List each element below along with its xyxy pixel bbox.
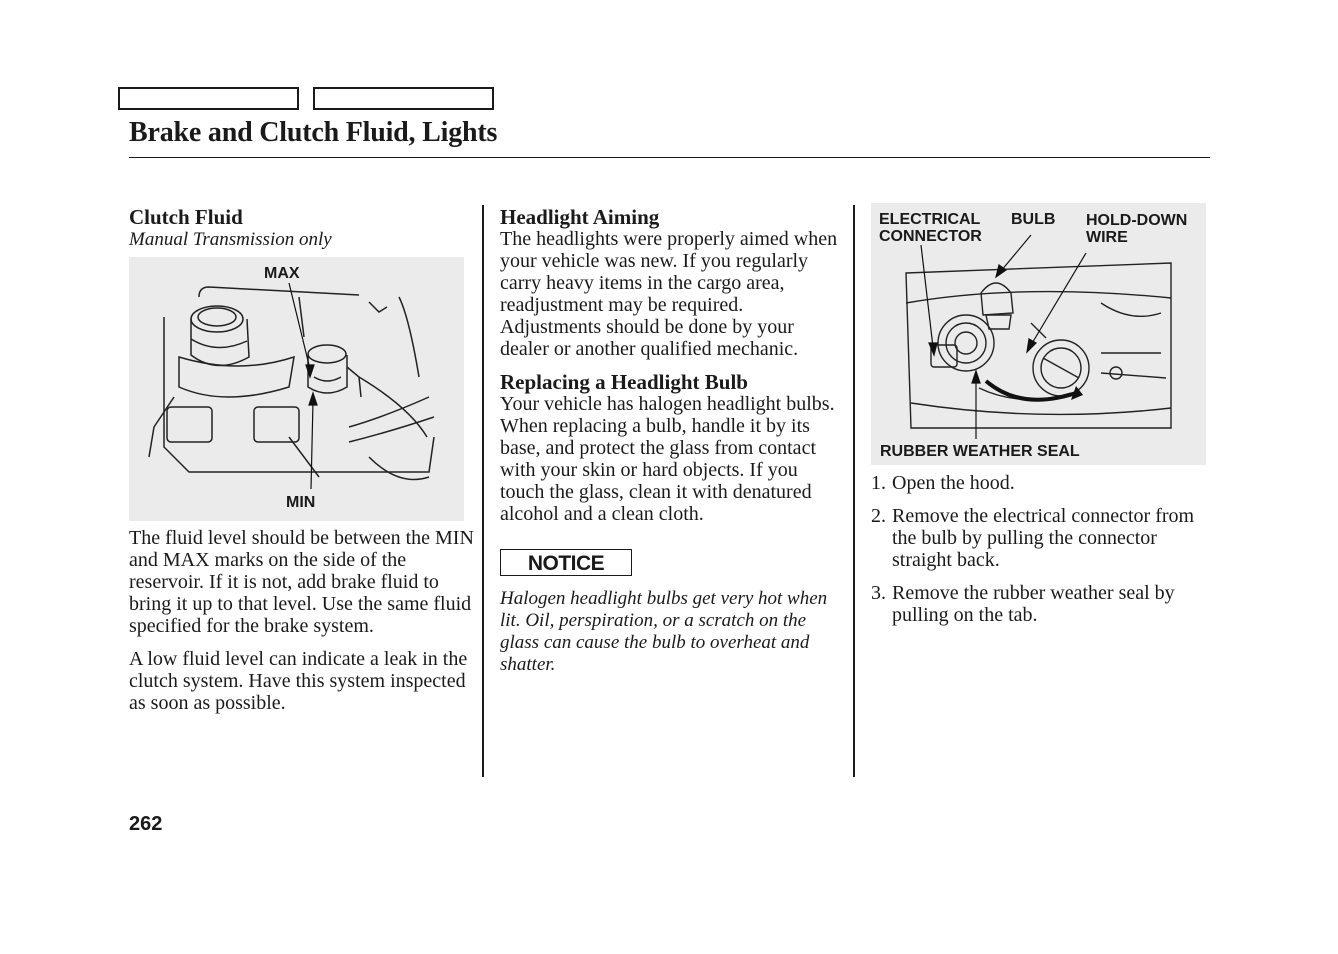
bulb-label: BULB [1011, 211, 1056, 228]
column-divider [853, 205, 855, 777]
clutch-fluid-paragraph-2: A low fluid level can indicate a leak in the clutch system. Have this system inspected as soon as possible. [129, 648, 468, 714]
hold-down-wire-label-line-1: HOLD-DOWN [1086, 212, 1188, 229]
electrical-connector-label-line-1: ELECTRICAL [879, 211, 981, 228]
clutch-fluid-subhead: Manual Transmission only [129, 229, 332, 250]
page-number: 262 [129, 813, 163, 835]
headlight-steps-section [871, 206, 1211, 637]
title-divider [129, 157, 1210, 158]
page-title: Brake and Clutch Fluid, Lights [129, 117, 498, 148]
list-item [871, 472, 1211, 494]
bulb-replacement-steps [871, 472, 1211, 626]
clutch-fluid-heading: Clutch Fluid [129, 205, 243, 229]
step-number: 2. [871, 505, 886, 527]
column-divider [482, 205, 484, 777]
hold-down-wire-label-line-2: WIRE [1086, 229, 1128, 246]
replacing-bulb-body: Your vehicle has halogen headlight bulbs. When replacing a bulb, handle it by its base, and protect the glass from contact with your skin or hard objects. If you touch the glass, clean it with denatured alcohol and a clean cloth. [500, 393, 835, 525]
nav-tab-next[interactable] [313, 87, 494, 110]
list-item [871, 505, 1211, 571]
max-label: MAX [264, 265, 300, 282]
list-item [871, 582, 1211, 626]
clutch-fluid-section [129, 206, 474, 725]
rubber-weather-seal-label: RUBBER WEATHER SEAL [880, 443, 1080, 460]
headlight-aiming-body: The headlights were properly aimed when your vehicle was new. If you regularly carry heavy items in the cargo area, readjustment may be required. Adjustments should be done by your dealer or another qualified mechanic. [500, 228, 838, 360]
step-text: Remove the electrical connector from the bulb by pulling the connector straight back. [892, 505, 1195, 571]
electrical-connector-label-line-2: CONNECTOR [879, 228, 982, 245]
step-text: Open the hood. [892, 472, 1015, 494]
step-number: 1. [871, 472, 886, 494]
notice-label: NOTICE [527, 552, 605, 575]
nav-tab-previous[interactable] [118, 87, 299, 110]
step-text: Remove the rubber weather seal by pulling on the tab. [892, 582, 1175, 626]
notice-badge [500, 549, 632, 576]
replacing-bulb-heading: Replacing a Headlight Bulb [500, 370, 748, 394]
headlight-aiming-heading: Headlight Aiming [500, 205, 660, 229]
clutch-reservoir-illustration [129, 257, 464, 521]
notice-body: Halogen headlight bulbs get very hot when lit. Oil, perspiration, or a scratch on the glass can cause the bulb to overheat and shatter. [500, 588, 828, 675]
headlight-bulb-illustration [871, 203, 1206, 465]
headlight-section [500, 206, 845, 676]
reservoir-drawing [129, 257, 464, 521]
step-number: 3. [871, 582, 886, 604]
clutch-fluid-paragraph-1: The fluid level should be between the MIN and MAX marks on the side of the reservoir. If it is not, add brake fluid to bring it up to that level. Use the same fluid specified for the brake system. [129, 527, 474, 637]
min-label: MIN [286, 494, 316, 511]
